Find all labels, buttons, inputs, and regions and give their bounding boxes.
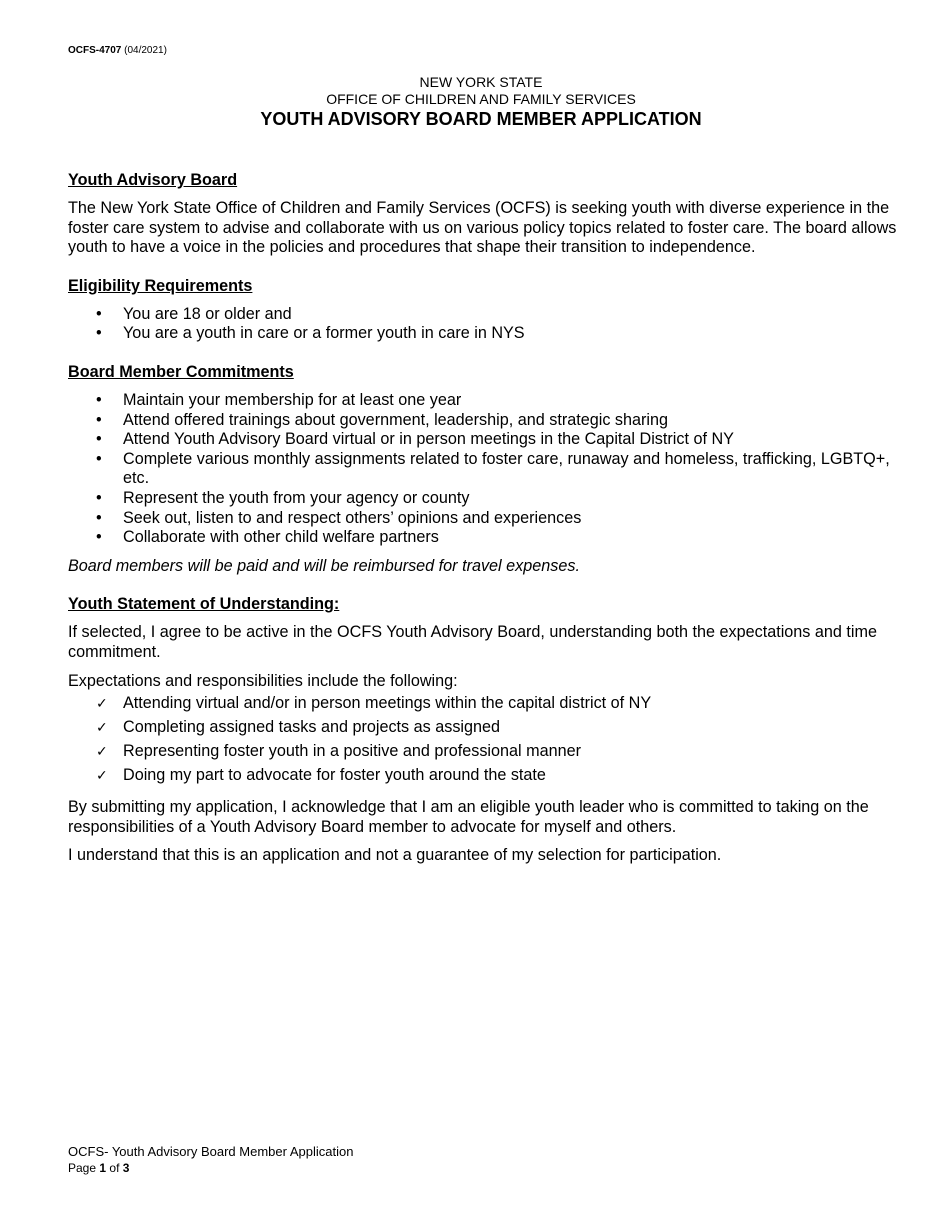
- page-title: YOUTH ADVISORY BOARD MEMBER APPLICATION: [260, 109, 702, 129]
- expectations-label: Expectations and responsibilities include the following:: [68, 671, 458, 690]
- checkmark-icon: ✓: [96, 719, 108, 736]
- commitments-note: Board members will be paid and will be reimbursed for travel expenses.: [68, 556, 580, 575]
- footer-label: OCFS- Youth Advisory Board Member Application: [68, 1144, 354, 1159]
- section-heading-commitments: Board Member Commitments: [68, 362, 294, 381]
- form-date: (04/2021): [124, 45, 167, 56]
- understanding-text: I understand that this is an application and not a guarantee of my selection for participation.: [68, 846, 722, 865]
- bullet-icon: •: [96, 324, 102, 343]
- checkmark-icon: ✓: [96, 767, 108, 784]
- list-item: [68, 411, 898, 431]
- list-item: [68, 528, 898, 548]
- page-number: [68, 1160, 353, 1176]
- list-item: [68, 694, 898, 714]
- eligibility-list: [68, 305, 898, 344]
- section-heading-eligibility: Eligibility Requirements: [68, 276, 253, 295]
- list-item-text: Attend offered trainings about government, leadership, and strategic sharing: [123, 410, 669, 429]
- list-item: [68, 391, 898, 411]
- page-current: 1: [99, 1161, 107, 1175]
- expectations-list: [68, 694, 898, 786]
- page-of: of: [109, 1161, 120, 1175]
- list-item-text: Representing foster youth in a positive and professional manner: [123, 742, 582, 761]
- bullet-icon: •: [96, 528, 102, 547]
- section-body-youth-advisory-board: The New York State Office of Children and Family Services (OCFS) is seeking youth with diverse experience in the foster care system to advise and collaborate with us on various policy topics related to foster care. The board allows youth to have a voice in the policies and procedures that shape their transition to independence.: [68, 199, 897, 257]
- bullet-icon: •: [96, 304, 102, 323]
- form-code: OCFS-4707: [68, 45, 122, 56]
- list-item-text: Attend Youth Advisory Board virtual or in person meetings in the Capital District of NY: [123, 430, 734, 449]
- checkmark-icon: ✓: [96, 695, 108, 712]
- page-word: Page: [68, 1161, 97, 1175]
- bullet-icon: •: [96, 449, 102, 468]
- checkmark-icon: ✓: [96, 743, 108, 760]
- list-item-text: You are 18 or older and: [123, 304, 292, 323]
- header-office: OFFICE OF CHILDREN AND FAMILY SERVICES: [326, 91, 636, 107]
- commitments-list: [68, 391, 898, 548]
- list-item-text: You are a youth in care or a former youth in care in NYS: [123, 324, 525, 343]
- list-item: [68, 766, 898, 786]
- acknowledgement-text: By submitting my application, I acknowledge that I am an eligible youth leader who is committed to taking on the responsibilities of a Youth Advisory Board member to advocate for myself and others.: [68, 797, 869, 836]
- section-heading-youth-advisory-board: Youth Advisory Board: [68, 171, 238, 189]
- form-id: [68, 45, 167, 56]
- bullet-icon: •: [96, 410, 102, 429]
- list-item: [68, 489, 898, 509]
- list-item-text: Doing my part to advocate for foster youth around the state: [123, 766, 546, 785]
- page-footer: [68, 1144, 353, 1176]
- list-item-text: Collaborate with other child welfare partners: [123, 528, 439, 547]
- page-total: 3: [122, 1161, 130, 1175]
- list-item: [68, 430, 898, 450]
- list-item: [68, 509, 898, 529]
- page-content: [68, 170, 898, 866]
- bullet-icon: •: [96, 430, 102, 449]
- list-item: [68, 718, 898, 738]
- list-item-text: Maintain your membership for at least one year: [123, 390, 462, 409]
- list-item: [68, 742, 898, 762]
- list-item: [68, 450, 898, 489]
- statement-intro: If selected, I agree to be active in the OCFS Youth Advisory Board, understanding both the expectations and time commitment.: [68, 623, 877, 661]
- list-item-text: Represent the youth from your agency or county: [123, 488, 470, 507]
- list-item-text: Attending virtual and/or in person meetings within the capital district of NY: [123, 694, 652, 713]
- bullet-icon: •: [96, 390, 102, 409]
- list-item-text: Seek out, listen to and respect others’ opinions and experiences: [123, 508, 582, 527]
- list-item-text: Completing assigned tasks and projects as assigned: [123, 718, 501, 737]
- section-heading-statement: Youth Statement of Understanding:: [68, 595, 340, 614]
- header-state: NEW YORK STATE: [419, 74, 543, 90]
- list-item-text: Complete various monthly assignments related to foster care, runaway and homeless, trafficking, LGBTQ+, etc.: [123, 449, 890, 488]
- bullet-icon: •: [96, 488, 102, 507]
- list-item: [68, 324, 898, 344]
- bullet-icon: •: [96, 508, 102, 527]
- page-header: [0, 74, 950, 130]
- list-item: [68, 305, 898, 325]
